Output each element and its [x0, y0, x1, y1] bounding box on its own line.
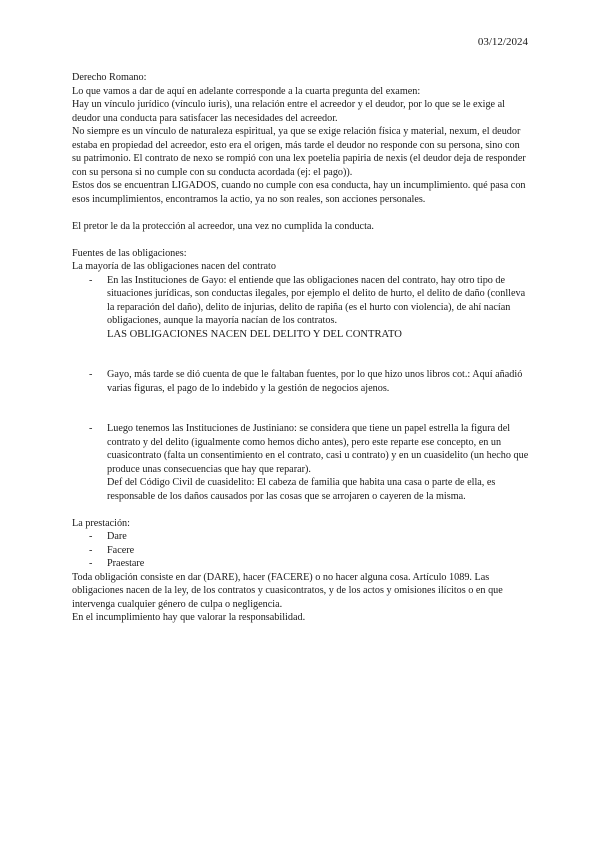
- paragraph: Toda obligación consiste en dar (DARE), hacer (FACERE) o no hacer alguna cosa. Artículo 1089. Las obligaciones nacen de la ley, de los contratos y cuasicontratos, y de los actos y omisiones ilícitos o en que intervenga cualquier género de culpa o negligencia.: [72, 571, 503, 610]
- paragraph: Hay un vínculo jurídico (vínculo iuris), una relación entre el acreedor y el deudor, por lo que se le exige al deudor una conducta para satisfacer las necesidades del acreedor.: [72, 99, 505, 124]
- paragraph: En el incumplimiento hay que valorar la responsabilidad.: [72, 612, 306, 623]
- list-item-text: Gayo, más tarde se dió cuenta de que le faltaban fuentes, por lo que hizo unos libros cot.: Aquí añadió varias figuras, el pago de lo indebido y la gestión de negocios ajenos.: [107, 369, 523, 394]
- prestacion-list: [72, 530, 530, 571]
- list-item-emphasis: LAS OBLIGACIONES NACEN DEL DELITO Y DEL CONTRATO: [107, 328, 402, 340]
- section-title: La prestación:: [72, 517, 130, 529]
- list-item: [72, 422, 530, 503]
- list-item-text: En las Instituciones de Gayo: el entiende que las obligaciones nacen del contrato, hay otro tipo de situaciones jurídicas, son conductas ilegales, por ejemplo el delito de hurto, el delito de daño (conlleva la reparación del daño), delito de injurias, delito de rapiña (es el hurto con violencia), de ahí nacían obligaciones, aunque la mayoría nacían de los contratos.: [107, 274, 526, 326]
- section-title: Fuentes de las obligaciones:: [72, 247, 187, 259]
- section-subtitle: La mayoría de las obligaciones nacen del contrato: [72, 261, 276, 272]
- paragraph: Estos dos se encuentran LIGADOS, cuando no cumple con esa conducta, hay un incumplimiento. qué pasa con esos incumplimientos, encontramos la actio, ya no son reales, son acciones personales.: [72, 180, 526, 205]
- paragraph: Lo que vamos a dar de aquí en adelante corresponde a la cuarta pregunta del examen:: [72, 85, 421, 97]
- list-item: [72, 274, 530, 342]
- list-item: - Praestare: [72, 557, 530, 571]
- list-item: [72, 368, 530, 395]
- fuentes-list: [72, 274, 530, 504]
- paragraph: El pretor le da la protección al acreedor, una vez no cumplida la conducta.: [72, 220, 374, 232]
- list-item-text: Luego tenemos las Instituciones de Justiniano: se considera que tiene un papel estrella la figura del contrato y del delito (igualmente como hemos dicho antes), pero este reparte ese concepto, en un cuasicontrato (falta un consentimiento en el contrato, casi u contrato) y en un cuasidelito (un hecho que produce unas consecuencias que hay que reparar).: [107, 423, 529, 475]
- list-item: - Facere: [72, 544, 530, 558]
- document-heading: Derecho Romano:: [72, 72, 147, 83]
- paragraph: No siempre es un vínculo de naturaleza espiritual, ya que se exige relación física y material, nexum, el deudor estaba en propiedad del acreedor, esto era el origen, más tarde el deudor no responde con su persona, sino con su patrimonio. El contrato de nexo se rompió con una lex poetelia papiria de nexis (el deudor deja de responder con su persona si no cumple con su conducta acordada (ej: el pago)).: [72, 126, 526, 178]
- document-body: [72, 71, 530, 625]
- document-date: 03/12/2024: [477, 36, 528, 48]
- list-item: - Dare: [72, 530, 530, 544]
- list-item-definition: Def del Código Civil de cuasidelito: El cabeza de familia que habita una casa o parte de ella, es responsable de los daños causados por las cosas que se arrojaren o cayeren de la misma.: [107, 477, 496, 502]
